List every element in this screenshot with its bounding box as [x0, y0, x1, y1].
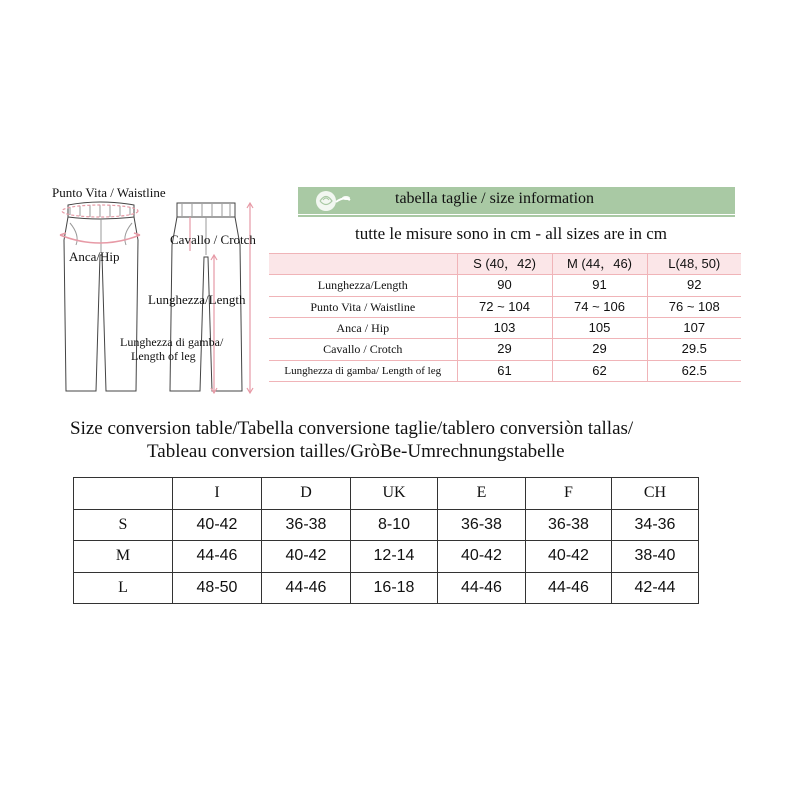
table-cell: 38-40: [612, 541, 699, 573]
conversion-header-cell: D: [262, 478, 351, 510]
row-label: M: [74, 541, 173, 573]
conversion-header-cell: UK: [351, 478, 438, 510]
conversion-title-line-1: Size conversion table/Tabella conversione taglie/tablero conversiòn tallas/: [70, 418, 634, 439]
table-cell: 40-42: [526, 541, 612, 573]
table-cell: 44-46: [173, 541, 262, 573]
table-row: [269, 275, 741, 296]
table-cell: 29.5: [647, 339, 741, 360]
table-cell: 16-18: [351, 572, 438, 604]
length-label: Lunghezza/Length: [148, 292, 246, 307]
size-conversion-table: [73, 477, 698, 604]
conversion-header-cell: I: [173, 478, 262, 510]
table-cell: 44-46: [438, 572, 526, 604]
table-cell: 29: [457, 339, 552, 360]
leg-length-label-line-1: Lunghezza di gamba/: [120, 335, 224, 349]
table-cell: 29: [552, 339, 647, 360]
size-info-note: tutte le misure sono in cm - all sizes are in cm: [354, 224, 668, 243]
table-cell: 92: [647, 275, 741, 296]
table-cell: 76 ~ 108: [647, 296, 741, 317]
table-row: [269, 317, 741, 338]
conversion-header-cell: [74, 478, 173, 510]
table-cell: 36-38: [526, 509, 612, 541]
row-label: Cavallo / Crotch: [269, 339, 457, 360]
table-cell: 72 ~ 104: [457, 296, 552, 317]
size-info-header-cell: M (44，46): [552, 254, 647, 275]
table-cell: 42-44: [612, 572, 699, 604]
leg-length-label-line-2: Length of leg: [131, 349, 196, 363]
conversion-header-cell: CH: [612, 478, 699, 510]
conversion-header-row: [74, 478, 699, 510]
size-info-header-cell: S (40，42): [457, 254, 552, 275]
table-cell: 8-10: [351, 509, 438, 541]
table-cell: 34-36: [612, 509, 699, 541]
table-cell: 103: [457, 317, 552, 338]
conversion-header-cell: E: [438, 478, 526, 510]
row-label: Punto Vita / Waistline: [269, 296, 457, 317]
table-cell: 91: [552, 275, 647, 296]
table-row: [74, 572, 699, 604]
table-cell: 40-42: [262, 541, 351, 573]
table-row: [74, 509, 699, 541]
table-cell: 40-42: [173, 509, 262, 541]
table-cell: 48-50: [173, 572, 262, 604]
row-label: Anca / Hip: [269, 317, 457, 338]
table-cell: 74 ~ 106: [552, 296, 647, 317]
table-cell: 90: [457, 275, 552, 296]
table-row: [269, 339, 741, 360]
size-info-header-cell: [269, 254, 457, 275]
row-label: S: [74, 509, 173, 541]
size-info-header-cell: L(48, 50): [647, 254, 741, 275]
table-cell: 61: [457, 360, 552, 381]
hip-label: Anca/Hip: [69, 249, 120, 264]
table-cell: 44-46: [526, 572, 612, 604]
table-cell: 36-38: [438, 509, 526, 541]
table-cell: 40-42: [438, 541, 526, 573]
table-cell: 44-46: [262, 572, 351, 604]
table-cell: 62.5: [647, 360, 741, 381]
table-cell: 12-14: [351, 541, 438, 573]
size-info-table: [269, 253, 741, 382]
conversion-title-line-2: Tableau conversion tailles/GròBe-Umrechnungstabelle: [147, 441, 565, 462]
waistline-label: Punto Vita / Waistline: [52, 185, 166, 200]
table-cell: 36-38: [262, 509, 351, 541]
rose-icon: [306, 186, 356, 216]
table-row: [74, 541, 699, 573]
table-cell: 105: [552, 317, 647, 338]
table-cell: 107: [647, 317, 741, 338]
size-info-title: tabella taglie / size information: [395, 190, 595, 207]
size-info-header-underline: [298, 215, 735, 217]
table-row: [269, 296, 741, 317]
row-label: L: [74, 572, 173, 604]
conversion-header-cell: F: [526, 478, 612, 510]
size-info-header-row: [269, 254, 741, 275]
table-row: [269, 360, 741, 381]
table-cell: 62: [552, 360, 647, 381]
row-label: Lunghezza di gamba/ Length of leg: [269, 360, 457, 381]
crotch-label: Cavallo / Crotch: [170, 232, 256, 247]
row-label: Lunghezza/Length: [269, 275, 457, 296]
